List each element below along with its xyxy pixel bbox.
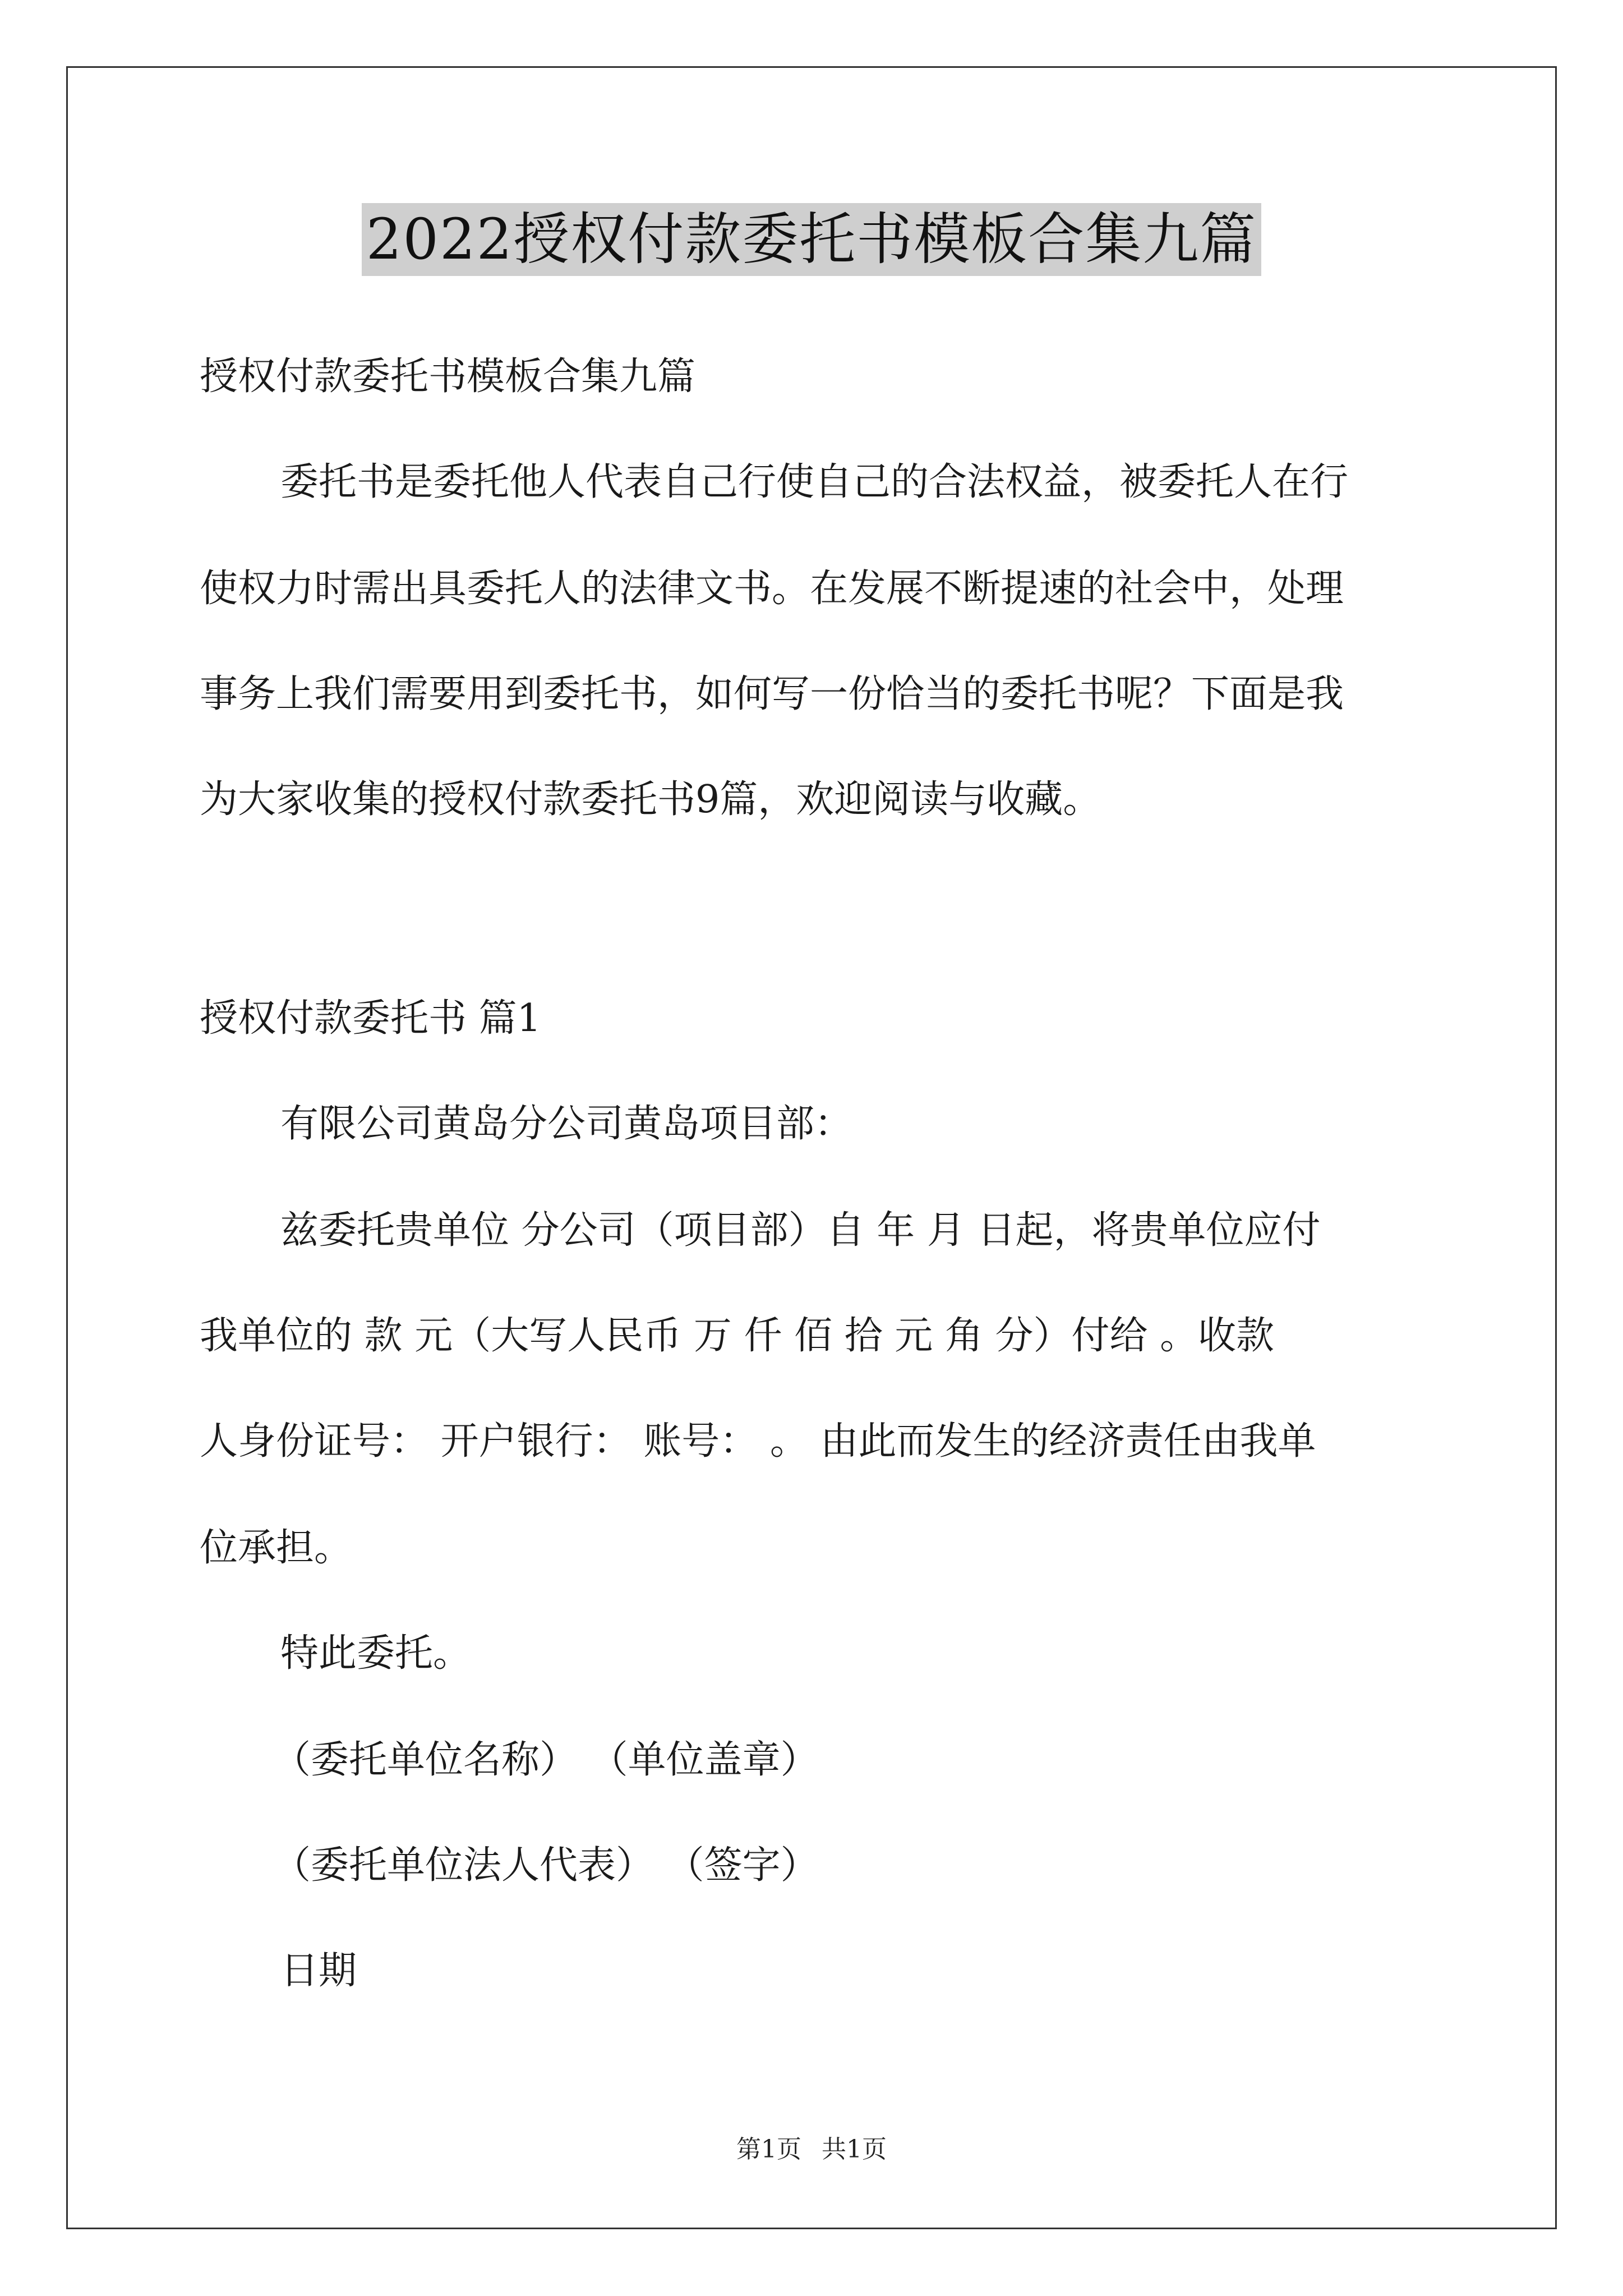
section1-body-line-1: 兹委托贵单位 分公司（项目部）自 年 月 日起，将贵单位应付 xyxy=(280,1208,1321,1253)
document-subtitle: 授权付款委托书模板合集九篇 xyxy=(200,355,696,399)
footer-page-number: 第1页 xyxy=(736,2135,801,2164)
section1-closing: 特此委托。 xyxy=(280,1631,472,1676)
title-wrap xyxy=(0,203,1623,276)
section1-date: 日期 xyxy=(280,1949,357,1993)
section1-body-line-3: 人身份证号： 开户银行： 账号： 。 由此而发生的经济责任由我单 xyxy=(200,1419,1316,1464)
section1-addressee: 有限公司黄岛分公司黄岛项目部： xyxy=(280,1102,853,1146)
intro-line-4: 为大家收集的授权付款委托书9篇，欢迎阅读与收藏。 xyxy=(200,777,1101,822)
footer-page-total: 共1页 xyxy=(822,2135,887,2164)
section1-body-line-4: 位承担。 xyxy=(200,1526,353,1570)
section1-body-line-2: 我单位的 款 元（大写人民币 万 仟 佰 拾 元 角 分）付给 。收款 xyxy=(200,1314,1275,1358)
section1-heading: 授权付款委托书 篇1 xyxy=(200,996,541,1041)
page-footer xyxy=(0,2129,1623,2165)
intro-line-2: 使权力时需出具委托人的法律文书。在发展不断提速的社会中，处理 xyxy=(200,567,1344,611)
intro-line-1: 委托书是委托他人代表自己行使自己的合法权益，被委托人在行 xyxy=(280,460,1349,504)
intro-line-3: 事务上我们需要用到委托书，如何写一份恰当的委托书呢？下面是我 xyxy=(200,672,1344,716)
section1-sign-unit: （委托单位名称） （单位盖章） xyxy=(273,1738,819,1782)
document-title: 2022授权付款委托书模板合集九篇 xyxy=(362,203,1262,276)
section1-sign-representative: （委托单位法人代表） （签字） xyxy=(273,1843,819,1888)
